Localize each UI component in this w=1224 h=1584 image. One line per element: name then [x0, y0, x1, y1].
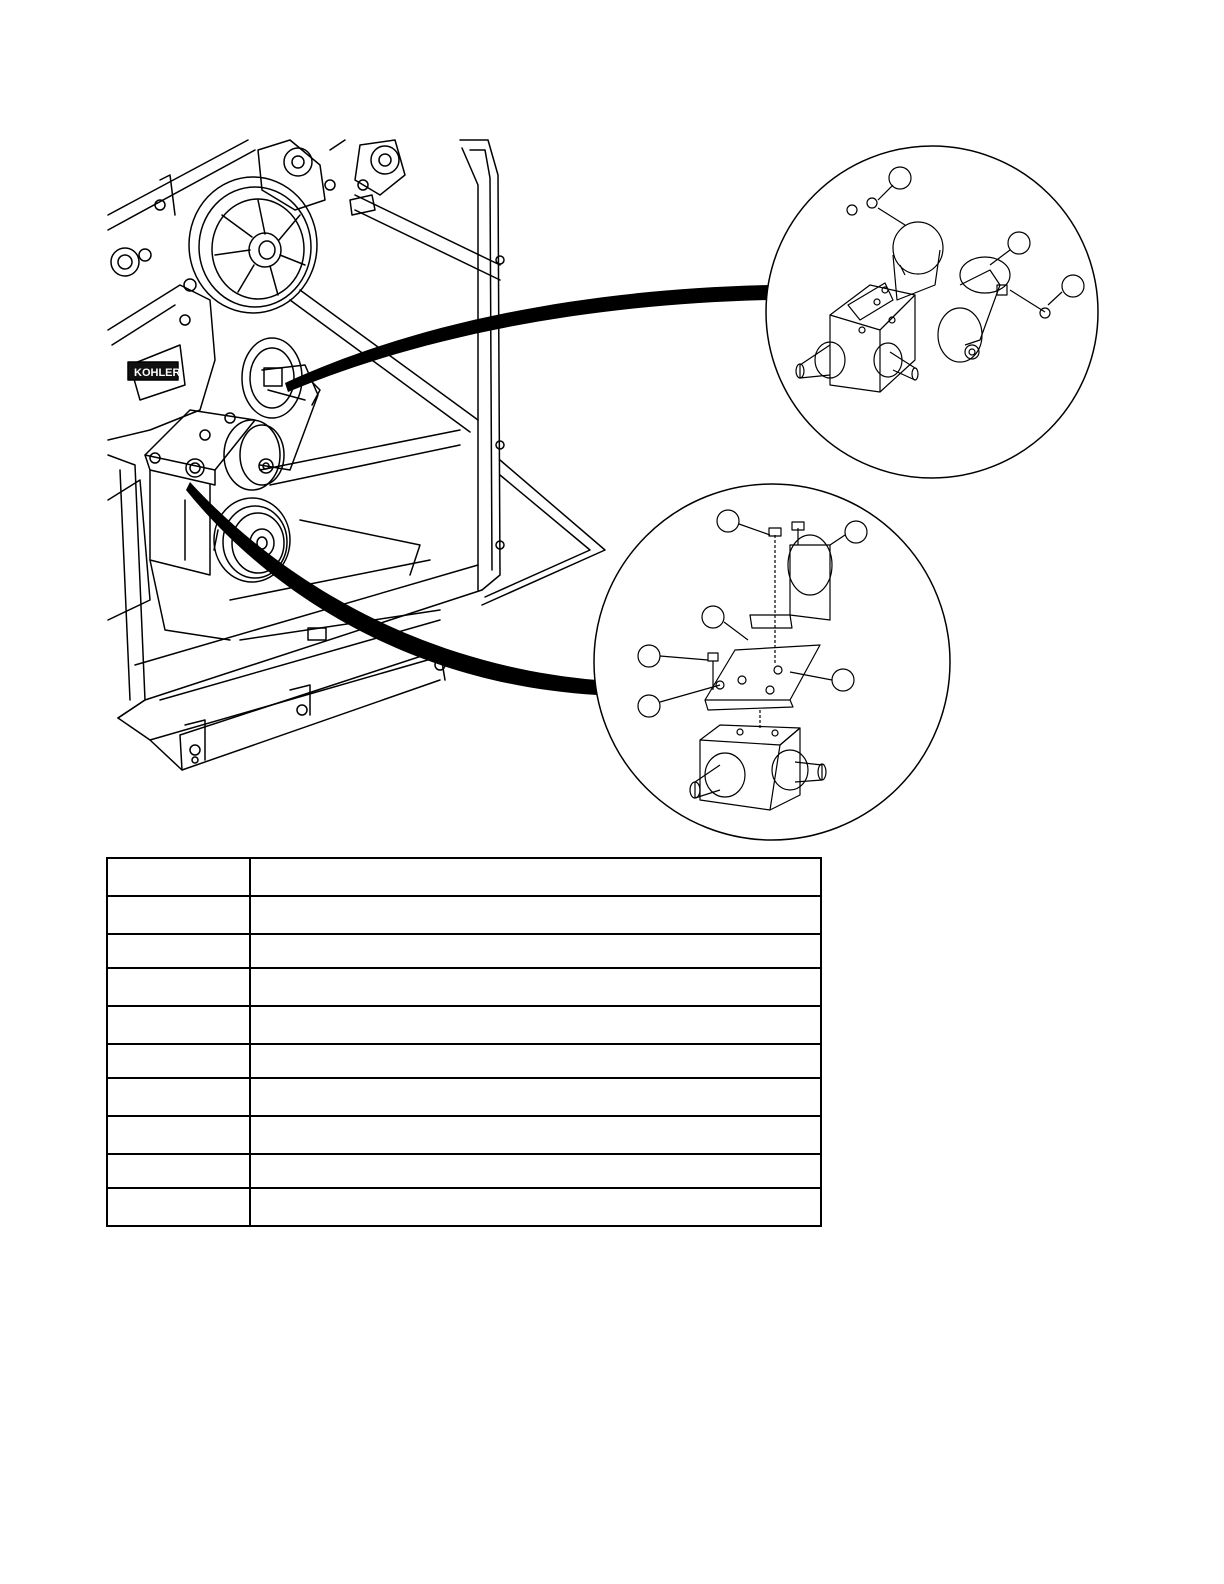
item-cell [107, 934, 250, 968]
description-cell [250, 1006, 821, 1044]
item-cell [107, 1116, 250, 1154]
description-cell [250, 1154, 821, 1188]
item-cell [107, 858, 250, 896]
detail-upper [766, 146, 1098, 478]
bearing-assemblies [258, 140, 405, 215]
item-cell [107, 1006, 250, 1044]
detail-lower [594, 484, 950, 840]
description-cell [250, 858, 821, 896]
item-cell [107, 896, 250, 934]
description-cell [250, 934, 821, 968]
item-cell [107, 1154, 250, 1188]
table-row [107, 968, 821, 1006]
item-cell [107, 968, 250, 1006]
description-cell [250, 968, 821, 1006]
table-row [107, 934, 821, 968]
description-cell [250, 896, 821, 934]
engine-brand-label: KOHLER [134, 367, 181, 379]
description-cell [250, 1078, 821, 1116]
gearbox-mount [145, 410, 255, 640]
description-cell [250, 1116, 821, 1154]
item-cell [107, 1044, 250, 1078]
leader-lower [186, 482, 597, 695]
item-cell [107, 1188, 250, 1226]
table-row [107, 1006, 821, 1044]
table-row [107, 1188, 821, 1226]
table-row [107, 1116, 821, 1154]
large-pulley [189, 177, 317, 313]
table-row [107, 1044, 821, 1078]
table-row [107, 858, 821, 896]
idler-assembly [224, 338, 320, 490]
table-row [107, 1154, 821, 1188]
description-cell [250, 1044, 821, 1078]
parts-table [106, 857, 822, 1227]
item-cell [107, 1078, 250, 1116]
description-cell [250, 1188, 821, 1226]
table-row [107, 896, 821, 934]
table-row [107, 1078, 821, 1116]
leader-upper [285, 285, 768, 392]
